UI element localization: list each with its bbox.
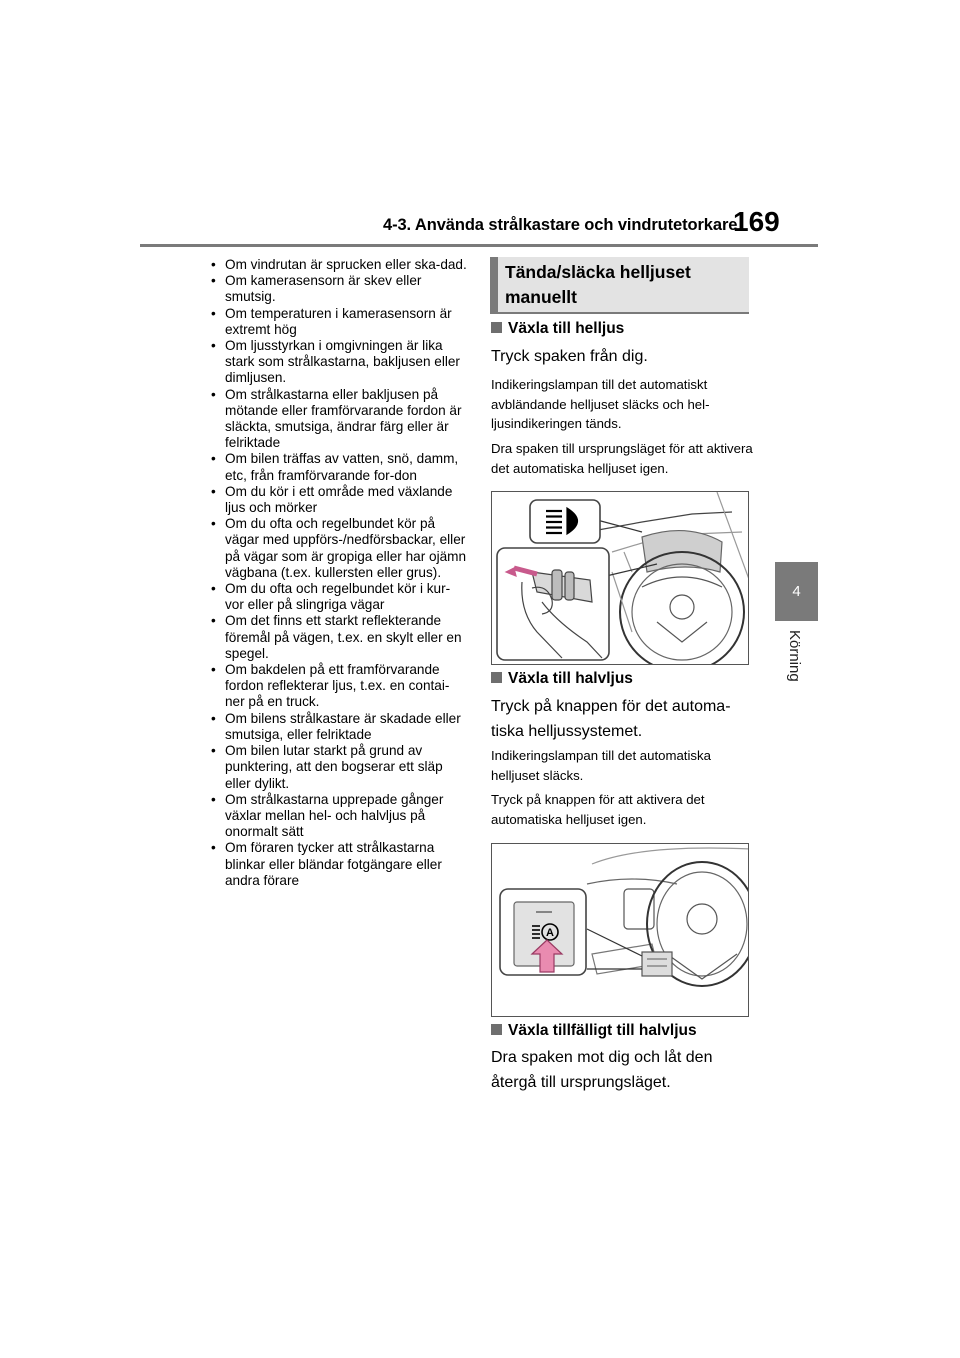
note-low-beam-1: Indikeringslampan till det automatiska helljuset släcks.	[491, 748, 711, 783]
chapter-tab: 4	[775, 562, 818, 621]
section-title: Tända/släcka helljuset manuellt	[505, 262, 691, 307]
note-high-beam-2: Dra spaken till ursprungsläget för att aktivera det automatiska helljuset igen.	[491, 441, 753, 476]
note-high-beam-1: Indikeringslampan till det automatiskt avbländande helljuset släcks och hel-ljusindikeringen tänds.	[491, 377, 710, 431]
section-accent-bar	[490, 257, 498, 312]
list-item: • Om föraren tycker att strålkastarna blinkar eller bländar fotgängare eller andra förare	[211, 840, 469, 889]
list-item: • Om ljusstyrkan i omgivningen är lika stark som strålkastarna, bakljusen eller dimljusen.	[211, 338, 469, 387]
square-bullet-icon	[491, 322, 502, 333]
list-item: • Om bilen träffas av vatten, snö, damm, etc, från framförvarande for-don	[211, 451, 469, 483]
figure-headlight-lever	[491, 491, 749, 665]
square-bullet-icon	[491, 1024, 502, 1035]
subheading-high-beam: Växla till helljus	[491, 320, 624, 338]
list-item: • Om bilens strålkastare är skadade eller smutsiga, eller felriktade	[211, 711, 469, 743]
section-divider	[490, 312, 749, 314]
chapter-tab-label: Körning	[786, 630, 803, 682]
list-item: • Om du kör i ett område med växlande ljus och mörker	[211, 484, 469, 516]
conditions-list	[211, 257, 469, 889]
list-item: • Om bilen lutar starkt på grund av punktering, att den bogserar ett släp eller dylikt.	[211, 743, 469, 792]
list-item: • Om det finns ett starkt reflekterande föremål på vägen, t.ex. en skylt eller en spegel.	[211, 613, 469, 662]
svg-text:A: A	[546, 927, 554, 939]
header-divider	[140, 244, 818, 247]
list-item: • Om vindrutan är sprucken eller ska-dad.	[211, 257, 469, 273]
instruction-temporary: Dra spaken mot dig och låt den återgå till ursprungsläget.	[491, 1049, 713, 1091]
list-item: • Om temperaturen i kamerasensorn är extremt hög	[211, 306, 469, 338]
list-item: • Om bakdelen på ett framförvarande fordon reflekterar ljus, t.ex. en contai-ner på en truck.	[211, 662, 469, 711]
figure-auto-high-beam-button	[491, 843, 749, 1017]
section-header	[490, 257, 749, 312]
subheading-low-beam: Växla till halvljus	[491, 670, 633, 688]
subheading-temporary-low-beam: Växla tillfälligt till halvljus	[491, 1022, 697, 1040]
list-item: • Om strålkastarna upprepade gånger växlar mellan hel- och halvljus på onormalt sätt	[211, 792, 469, 841]
list-item: • Om strålkastarna eller bakljusen på mötande eller framförvarande fordon är släckta, smutsiga, ändrar färg eller är felriktade	[211, 387, 469, 452]
instruction-high-beam: Tryck spaken från dig.	[491, 348, 648, 365]
chapter-title: 4-3. Använda strålkastare och vindrutetorkare	[383, 216, 738, 234]
page-number: 169	[733, 206, 780, 237]
note-low-beam-2: Tryck på knappen för att aktivera det automatiska helljuset igen.	[491, 792, 705, 827]
instruction-low-beam: Tryck på knappen för det automa-tiska helljussystemet.	[491, 698, 731, 740]
list-item: • Om du ofta och regelbundet kör i kur-vor eller på slingriga vägar	[211, 581, 469, 613]
square-bullet-icon	[491, 672, 502, 683]
list-item: • Om kamerasensorn är skev eller smutsig.	[211, 273, 469, 305]
list-item: • Om du ofta och regelbundet kör på vägar med uppförs-/nedförsbackar, eller på vägar som är gropiga eller har ojämn vägbana (t.ex. kullersten eller grus).	[211, 516, 469, 581]
